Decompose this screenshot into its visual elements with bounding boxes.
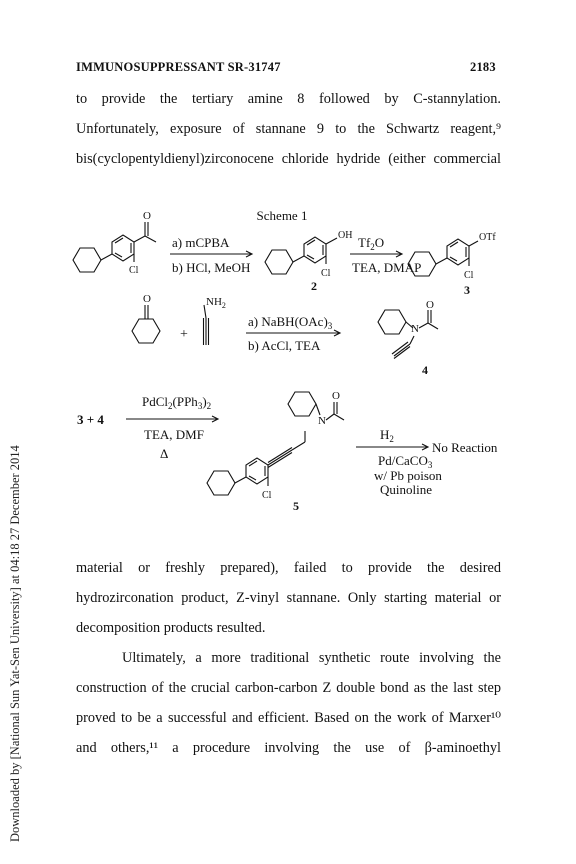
condition-solvent: TEA, DMF [144, 427, 204, 442]
atom-OH: OH [338, 230, 353, 241]
condition-heat: Δ [160, 446, 169, 461]
cyclohexyl-ring-4 [378, 310, 406, 334]
text-line: decomposition products resulted. [76, 620, 266, 636]
atom-O-5: O [332, 390, 340, 402]
text-line: hydrozirconation product, Z-vinyl stannane. Only starting material or [76, 590, 501, 606]
benzene-ring-2 [304, 237, 326, 263]
atom-Cl-3: Cl [464, 270, 474, 281]
atom-N-4: N [411, 323, 419, 335]
amine-NH2: $NH_2$ [206, 296, 226, 310]
step3-reagent-top: a) $NaBH(OAc)_3$ [248, 314, 333, 331]
lindlar-line-3: Quinoline [380, 482, 432, 497]
text-line: material or freshly prepared), failed to provide the desired [76, 560, 501, 576]
cyclohexyl-ring-6 [288, 392, 316, 416]
atom-O-ketone: O [143, 210, 151, 222]
compound-label-3: 3 [464, 283, 470, 297]
atom-OTf: OTf [479, 232, 496, 243]
cyclohexyl-ring-5 [207, 471, 235, 495]
step2-reagent-bottom: TEA, DMAP [352, 260, 422, 275]
running-title: IMMUNOSUPPRESSANT SR-31747 [76, 60, 281, 74]
atom-O-cyclohexanone: O [143, 293, 151, 305]
step1-reagent-bottom: b) HCl, MeOH [172, 260, 251, 275]
catalyst-label: $PdCl_2(PPh_3)_2$ [142, 394, 212, 411]
atom-Cl-2: Cl [321, 268, 331, 279]
atom-Cl-5: Cl [262, 490, 272, 501]
benzene-ring-3 [447, 239, 469, 265]
compound-label-5: 5 [293, 499, 299, 513]
text-line: to provide the tertiary amine 8 followed by C-stannylation. [76, 91, 501, 107]
benzene-ring-1 [112, 235, 134, 261]
cyclohexyl-ring-2 [265, 250, 293, 274]
page-number: 2183 [470, 60, 496, 74]
compound-label-2: 2 [311, 279, 317, 293]
step2-reagent-top: $Tf_2O$ [358, 235, 385, 252]
step1-reagent-top: a) mCPBA [172, 235, 230, 250]
cyclohexanone-ring [132, 319, 160, 343]
text-line: and others,¹¹ a procedure involving the use of β-aminoethyl [76, 740, 501, 756]
text-line: construction of the crucial carbon-carbon Z double bond as the last step [76, 680, 501, 696]
text-line: Unfortunately, exposure of stannane 9 to the Schwartz reagent,⁹ [76, 121, 501, 137]
step3-reagent-bottom: b) AcCl, TEA [248, 338, 321, 353]
compound-label-4: 4 [422, 363, 428, 377]
reactants-label: 3 + 4 [77, 412, 104, 427]
no-reaction-label: No Reaction [432, 440, 498, 455]
cyclohexyl-ring-1 [73, 248, 101, 272]
hydrogen-label: $H_2$ [380, 427, 394, 444]
lindlar-line-2: w/ Pb poison [374, 468, 442, 483]
plus-sign: + [180, 327, 188, 342]
text-line: bis(cyclopentyldienyl)zirconocene chloride hydride (either commercial [76, 151, 501, 167]
text-line: Ultimately, a more traditional synthetic route involving the [122, 650, 501, 666]
atom-Cl-1: Cl [129, 265, 139, 276]
scheme-title: Scheme 1 [256, 208, 308, 223]
lindlar-line-1: Pd/CaCO$_3$ [378, 453, 433, 470]
benzene-ring-5 [246, 458, 268, 484]
text-line: proved to be a successful and efficient. Based on the work of Marxer¹⁰ [76, 710, 501, 726]
atom-N-5: N [318, 415, 326, 427]
paragraph-last [76, 643, 501, 763]
paragraph-bottom [76, 553, 501, 643]
download-watermark: Downloaded by [National Sun Yat-Sen University] at 04:18 27 December 2014 [8, 445, 22, 842]
atom-O-4: O [426, 299, 434, 311]
